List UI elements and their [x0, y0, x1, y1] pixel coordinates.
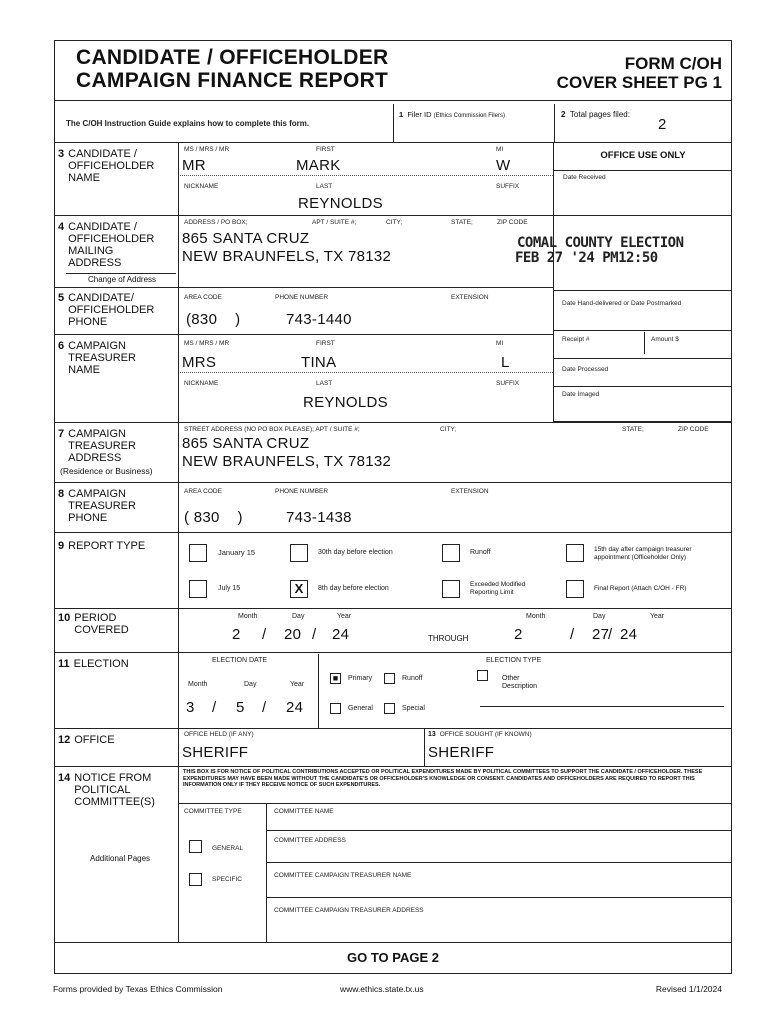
election-other-label: Other Description	[502, 675, 538, 690]
report-type-jan15-checkbox[interactable]	[189, 544, 207, 562]
election-primary-checkbox[interactable]: ■	[330, 673, 341, 684]
office-sought-label: 13 OFFICE SOUGHT (IF KNOWN)	[428, 731, 532, 738]
s8-ext-label: EXTENSION	[451, 488, 489, 495]
s4-apt-label: APT / SUITE #;	[312, 219, 357, 226]
s6-suffix-label: SUFFIX	[496, 380, 520, 387]
footer-left: Forms provided by Texas Ethics Commission	[53, 984, 223, 994]
s4-address-label: ADDRESS / PO BOX;	[184, 219, 248, 226]
s11-month[interactable]: 3	[186, 699, 195, 716]
office-held-value[interactable]: SHERIFF	[182, 744, 249, 761]
election-special-checkbox[interactable]	[384, 703, 395, 714]
section-10-label: 10 PERIOD COVERED	[58, 612, 129, 636]
s5-phone-value[interactable]: 743-1440	[286, 311, 352, 328]
report-type-final-checkbox[interactable]	[566, 580, 584, 598]
section-8-label: 8 CAMPAIGN TREASURER PHONE	[58, 488, 136, 524]
report-type-final-label: Final Report (Attach C/OH - FR)	[594, 585, 687, 592]
election-general-label: General	[348, 705, 373, 712]
footer-revised: Revised 1/1/2024	[655, 984, 722, 994]
section-12-label: 12 OFFICE	[58, 734, 115, 746]
s4-address-line1[interactable]: 865 SANTA CRUZ	[182, 230, 310, 247]
s10-from-month[interactable]: 2	[232, 626, 241, 643]
s11-day[interactable]: 5	[236, 699, 245, 716]
s5-phone-label: PHONE NUMBER	[275, 294, 329, 301]
report-type-exceeded-checkbox[interactable]	[442, 580, 460, 598]
s6-first-label: FIRST	[316, 340, 335, 347]
report-type-30day-label: 30th day before election	[318, 549, 393, 556]
office-use-title: OFFICE USE ONLY	[600, 150, 686, 161]
committee-specific-checkbox[interactable]	[189, 873, 202, 886]
instruction-note: The C/OH Instruction Guide explains how to complete this form.	[66, 119, 310, 128]
s6-first-value[interactable]: TINA	[301, 354, 337, 371]
election-runoff-checkbox[interactable]	[384, 673, 395, 684]
report-type-jul15-checkbox[interactable]	[189, 580, 207, 598]
s11-day-label: Day	[244, 681, 257, 688]
s8-phone-value[interactable]: 743-1438	[286, 509, 352, 526]
s3-first-value[interactable]: MARK	[296, 157, 341, 174]
committee-treasurer-address-label: COMMITTEE CAMPAIGN TREASURER ADDRESS	[274, 907, 424, 914]
form-id: FORM C/OH COVER SHEET PG 1	[556, 54, 722, 92]
s10-from-year-label: Year	[337, 613, 352, 620]
s11-year[interactable]: 24	[286, 699, 304, 716]
form-title: CANDIDATE / OFFICEHOLDER CAMPAIGN FINANCE REPORT	[76, 46, 389, 92]
s6-nick-label: NICKNAME	[184, 380, 219, 387]
section-4-label: 4 CANDIDATE / OFFICEHOLDER MAILING ADDRESS	[58, 221, 155, 269]
s3-last-value[interactable]: REYNOLDS	[298, 195, 383, 212]
s3-last-label: LAST	[316, 183, 333, 190]
change-of-address-label: Change of Address	[88, 275, 157, 284]
s7-city-label: CITY;	[440, 426, 457, 433]
committee-notice-text: THIS BOX IS FOR NOTICE OF POLITICAL CONTRIBUTIONS ACCEPTED OR POLITICAL EXPENDITURES MADE BY POLITICAL COMMITTEES TO SUPPORT THE CANDIDATE / OFFICEHOLDER. THESE EXPENDITURES MAY HAVE BEEN MADE WITHOUT THE CANDIDATE'S OR OFFICEHOLDER'S KNOWLEDGE OR CONSENT. CANDIDATES AND OFFICEHOLDERS ARE REQUIRED TO REPORT THIS INFORMATION ONLY IF THEY RECEIVE NOTICE OF SUCH EXPENDITURES.	[183, 769, 703, 789]
office-held-label: OFFICE HELD (IF ANY)	[184, 731, 254, 738]
s8-phone-label: PHONE NUMBER	[275, 488, 329, 495]
report-type-jul15-label: July 15	[218, 585, 241, 592]
s10-to-month-label: Month	[526, 613, 546, 620]
s4-city-label: CITY;	[386, 219, 403, 226]
s10-from-day-label: Day	[292, 613, 305, 620]
s3-ms-value[interactable]: MR	[182, 157, 206, 174]
receipt-label: Receipt #	[562, 336, 590, 343]
s3-mi-value[interactable]: W	[496, 157, 511, 174]
election-primary-label: Primary	[348, 675, 373, 682]
s10-from-month-label: Month	[238, 613, 258, 620]
s7-state-label: STATE;	[622, 426, 644, 433]
s10-through: THROUGH	[428, 634, 469, 643]
date-imaged-label: Date Imaged	[562, 391, 600, 398]
office-use-box	[553, 142, 732, 422]
s10-to-month[interactable]: 2	[514, 626, 523, 643]
section-9-label: 9 REPORT TYPE	[58, 540, 146, 552]
amount-label: Amount $	[651, 336, 679, 343]
s5-area-value[interactable]: (830 )	[186, 311, 241, 328]
office-sought-value[interactable]: SHERIFF	[428, 744, 495, 761]
s10-from-year[interactable]: 24	[332, 626, 350, 643]
s11-date-label: ELECTION DATE	[212, 657, 268, 664]
s6-mi-label: MI	[496, 340, 504, 347]
section-14-label: 14 NOTICE FROM POLITICAL COMMITTEE(S)	[58, 772, 155, 808]
s7-zip-label: ZIP CODE	[678, 426, 709, 433]
committee-type-label: COMMITTEE TYPE	[184, 808, 242, 815]
s10-from-day[interactable]: 20	[284, 626, 302, 643]
total-pages-label: 2 Total pages filed:	[561, 110, 630, 119]
section-11-label: 11 ELECTION	[58, 658, 129, 670]
s4-zip-label: ZIP CODE	[497, 219, 528, 226]
s11-type-label: ELECTION TYPE	[486, 657, 542, 664]
section-6-label: 6 CAMPAIGN TREASURER NAME	[58, 340, 136, 376]
s8-area-value[interactable]: ( 830 )	[184, 509, 243, 526]
s10-to-day[interactable]: 27	[592, 626, 610, 643]
s10-to-year[interactable]: 24	[620, 626, 638, 643]
s6-last-value[interactable]: REYNOLDS	[303, 394, 388, 411]
s3-nick-label: NICKNAME	[184, 183, 219, 190]
s6-last-label: LAST	[316, 380, 333, 387]
s10-to-day-label: Day	[593, 613, 606, 620]
date-received-label: Date Received	[563, 174, 606, 181]
s6-ms-label: MS / MRS / MR	[184, 340, 230, 347]
footer-url: www.ethics.state.tx.us	[340, 984, 424, 994]
filer-id-label: 1 Filer ID (Ethics Commission Filers)	[399, 110, 505, 119]
report-type-30day-checkbox[interactable]	[290, 544, 308, 562]
date-processed-label: Date Processed	[562, 366, 609, 373]
committee-address-label: COMMITTEE ADDRESS	[274, 837, 346, 844]
s7-address-line1[interactable]: 865 SANTA CRUZ	[182, 435, 310, 452]
section-3-label: 3 CANDIDATE / OFFICEHOLDER NAME	[58, 148, 155, 184]
s11-month-label: Month	[188, 681, 208, 688]
committee-general-label: GENERAL	[212, 845, 244, 852]
s4-state-label: STATE;	[451, 219, 473, 226]
additional-pages-label: Additional Pages	[90, 854, 151, 863]
report-type-8day-checkbox[interactable]: X	[290, 580, 308, 598]
s10-to-year-label: Year	[650, 613, 665, 620]
s5-ext-label: EXTENSION	[451, 294, 489, 301]
election-runoff-label: Runoff	[402, 675, 423, 682]
election-general-checkbox[interactable]	[330, 703, 341, 714]
committee-general-checkbox[interactable]	[189, 840, 202, 853]
report-type-15day-checkbox[interactable]	[566, 544, 584, 562]
report-type-jan15-label: January 15	[218, 548, 256, 557]
s3-mi-label: MI	[496, 146, 504, 153]
s7-address-line2[interactable]: NEW BRAUNFELS, TX 78132	[182, 453, 392, 470]
committee-name-label: COMMITTEE NAME	[274, 808, 334, 815]
s3-first-label: FIRST	[316, 146, 335, 153]
s11-year-label: Year	[290, 681, 305, 688]
s5-area-label: AREA CODE	[184, 294, 222, 301]
date-hand-label: Date Hand-delivered or Date Postmarked	[562, 300, 682, 307]
report-type-exceeded-label: Exceeded Modified Reporting Limit	[470, 581, 526, 596]
report-type-15day-label: 15th day after campaign treasurer appointment (Officeholder Only)	[594, 546, 692, 561]
total-pages-value[interactable]: 2	[658, 116, 667, 133]
s3-suffix-label: SUFFIX	[496, 183, 520, 190]
election-other-checkbox[interactable]	[477, 670, 488, 681]
report-type-runoff-checkbox[interactable]	[442, 544, 460, 562]
received-stamp: COMAL COUNTY ELECTION FEB 27 '24 PM12:50	[515, 235, 684, 266]
committee-treasurer-name-label: COMMITTEE CAMPAIGN TREASURER NAME	[274, 872, 412, 879]
section-5-label: 5 CANDIDATE/ OFFICEHOLDER PHONE	[58, 292, 155, 328]
s6-ms-value[interactable]: MRS	[182, 354, 217, 371]
report-type-8day-label: 8th day before election	[318, 585, 389, 592]
s7-sub-label: (Residence or Business)	[60, 466, 153, 476]
s8-area-label: AREA CODE	[184, 488, 222, 495]
s4-address-line2[interactable]: NEW BRAUNFELS, TX 78132	[182, 248, 392, 265]
report-type-runoff-label: Runoff	[470, 549, 491, 556]
s3-ms-label: MS / MRS / MR	[184, 146, 230, 153]
s6-mi-value[interactable]: L	[501, 354, 510, 371]
section-7-label: 7 CAMPAIGN TREASURER ADDRESS	[58, 428, 136, 464]
committee-specific-label: SPECIFIC	[212, 876, 242, 883]
election-special-label: Special	[402, 705, 425, 712]
s7-address-label: STREET ADDRESS (NO PO BOX PLEASE); APT / SUITE #;	[184, 426, 360, 433]
go-to-page-2: GO TO PAGE 2	[347, 950, 439, 965]
